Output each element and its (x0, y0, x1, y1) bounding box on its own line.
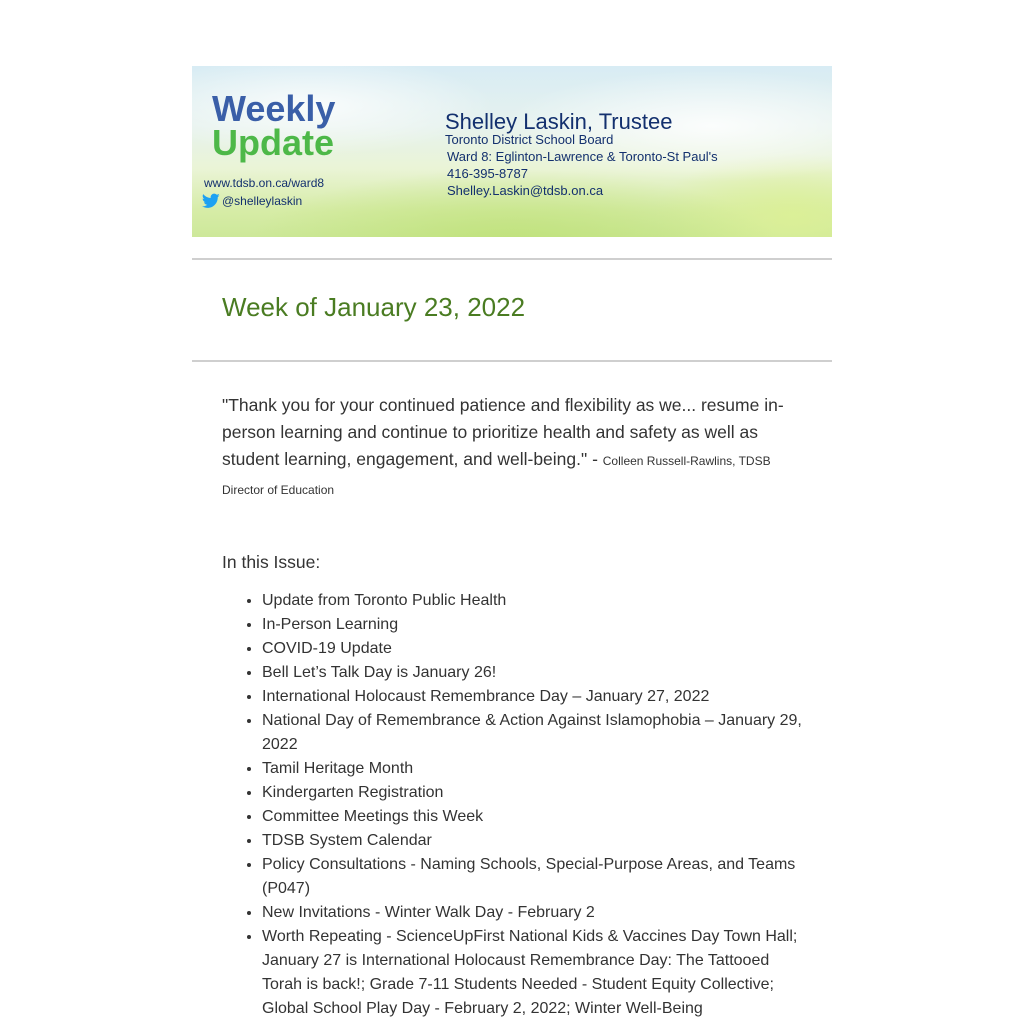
newsletter (192, 0, 832, 1024)
twitter-icon (202, 193, 220, 209)
email-link[interactable]: Shelley.Laskin@tdsb.on.ca (447, 183, 604, 198)
trustee-name: Shelley Laskin, Trustee (445, 109, 673, 134)
list-item: • New Invitations - Winter Walk Day - February 2 (262, 901, 802, 925)
list-item: • Kindergarten Registration (262, 781, 802, 805)
divider-top (192, 258, 832, 260)
divider-bottom (192, 360, 832, 362)
title-update: Update (212, 122, 335, 163)
list-item: • Bell Let’s Talk Day is January 26! (262, 661, 802, 685)
ward-name: Ward 8: Eglinton-Lawrence & Toronto-St Paul's (447, 149, 718, 164)
board-name: Toronto District School Board (445, 132, 614, 147)
list-item: • Policy Consultations - Naming Schools, Special-Purpose Areas, and Teams (P047) (262, 853, 802, 901)
list-item: • International Holocaust Remembrance Day – January 27, 2022 (262, 685, 802, 709)
issue-heading: In this Issue: (222, 552, 321, 572)
list-item: • COVID-19 Update (262, 637, 802, 661)
quote-attribution: Colleen Russell-Rawlins, TDSB Director of Education (222, 454, 771, 497)
weekly-update-title (212, 88, 336, 163)
list-item: • In-Person Learning (262, 613, 802, 637)
issue-list (222, 589, 802, 1021)
quote-text: "Thank you for your continued patience and flexibility as we... resume in-person learning and continue to prioritize health and safety as well as student learning, engagement, and well-being." - (222, 395, 784, 469)
website-link[interactable]: www.tdsb.on.ca/ward8 (204, 176, 325, 190)
week-title: Week of January 23, 2022 (222, 292, 526, 322)
trustee-contact (445, 110, 718, 199)
header-banner (192, 66, 832, 237)
list-item: • Tamil Heritage Month (262, 757, 802, 781)
list-item: • National Day of Remembrance & Action Against Islamophobia – January 29, 2022 (262, 709, 802, 757)
phone-number: 416-395-8787 (447, 166, 528, 181)
list-item: • Worth Repeating - ScienceUpFirst National Kids & Vaccines Day Town Hall; January 27 is International Holocaust Remembrance Day: The Tattooed Torah is back!; Grade 7-11 Students Needed - Student Equity Collective; Global School Play Day - February 2, 2022; Winter Well-Being (262, 925, 802, 1021)
list-item: • Committee Meetings this Week (262, 805, 802, 829)
director-quote (222, 392, 802, 504)
list-item: • TDSB System Calendar (262, 829, 802, 853)
twitter-link[interactable] (202, 193, 302, 209)
title-weekly: Weekly (212, 88, 336, 129)
list-item: • Update from Toronto Public Health (262, 589, 802, 613)
twitter-handle: @shelleylaskin (222, 194, 303, 208)
